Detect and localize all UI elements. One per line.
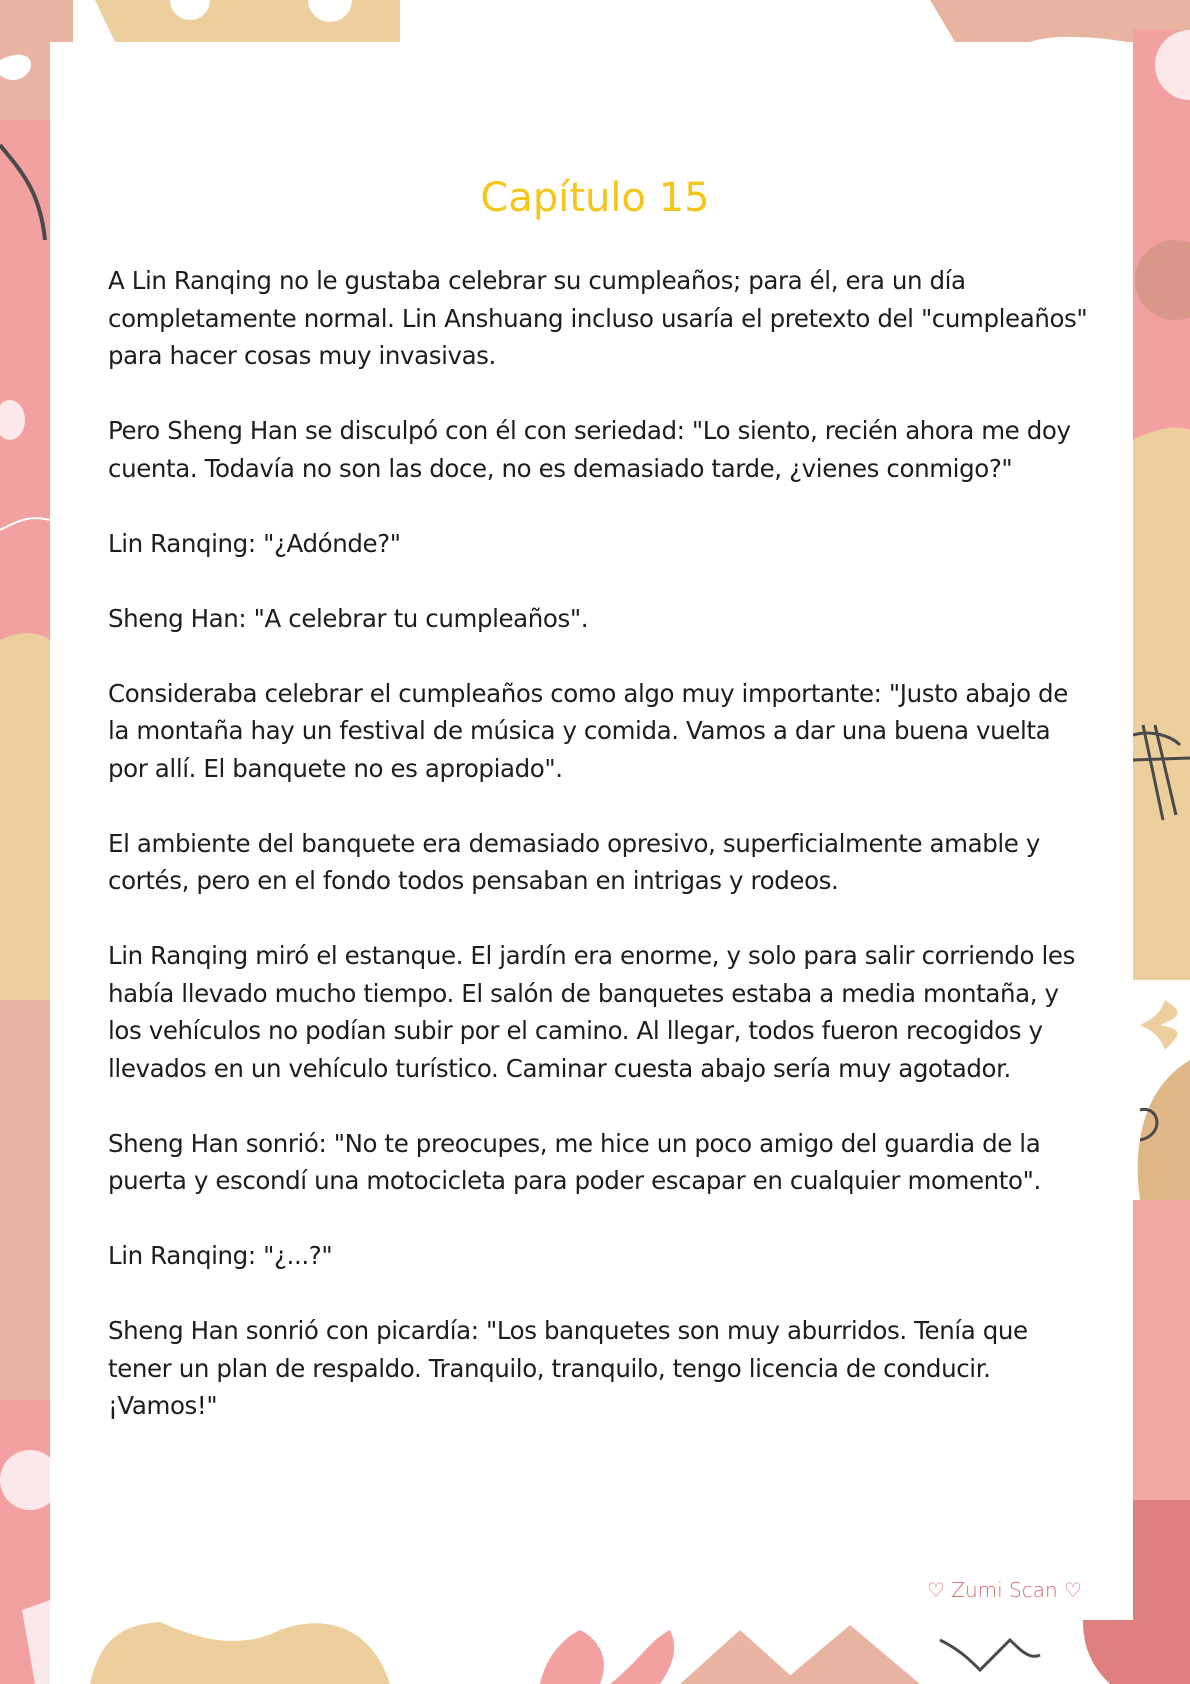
- paragraph: Lin Ranqing: "¿...?": [108, 1241, 333, 1270]
- paragraph: Lin Ranqing miró el estanque. El jardín era enorme, y solo para salir corriendo les había llevado mucho tiempo. El salón de banquetes estaba a media montaña, y los vehículos no podían subir por el camino. Al llegar, todos fueron recogidos y llevados en un vehículo turístico. Caminar cuesta abajo sería muy agotador.: [108, 941, 1075, 1083]
- paragraph: Lin Ranqing: "¿Adónde?": [108, 528, 401, 558]
- paragraph: Consideraba celebrar el cumpleaños como algo muy importante: "Justo abajo de la montaña hay un festival de música y comida. Vamos a dar una buena vuelta por allí. El banquete no es apropiado".: [108, 678, 1068, 783]
- paragraph: El ambiente del banquete era demasiado opresivo, superficialmente amable y cortés, pero en el fondo todos pensaban en intrigas y rodeos.: [108, 828, 1040, 895]
- paragraph: Sheng Han sonrió con picardía: "Los banquetes son muy aburridos. Tenía que tener un plan de respaldo. Tranquilo, tranquilo, tengo licencia de conducir. ¡Vamos!": [108, 1316, 1028, 1420]
- scanlation-credit: ♡ Zumi Scan ♡: [927, 1578, 1082, 1602]
- paragraph: Pero Sheng Han se disculpó con él con seriedad: "Lo siento, recién ahora me doy cuenta. Todavía no son las doce, no es demasiado tarde, ¿vienes conmigo?": [108, 416, 1071, 483]
- paragraph: Sheng Han: "A celebrar tu cumpleaños".: [108, 603, 589, 633]
- paragraph: Sheng Han sonrió: "No te preocupes, me hice un poco amigo del guardia de la puerta y escondí una motocicleta para poder escapar en cualquier momento".: [108, 1128, 1041, 1195]
- paragraph: A Lin Ranqing no le gustaba celebrar su cumpleaños; para él, era un día completamente normal. Lin Anshuang incluso usaría el pretexto del "cumpleaños" para hacer cosas muy invasivas.: [108, 266, 1088, 370]
- chapter-title: Capítulo 15: [480, 174, 710, 221]
- chapter-body: [108, 262, 1088, 1462]
